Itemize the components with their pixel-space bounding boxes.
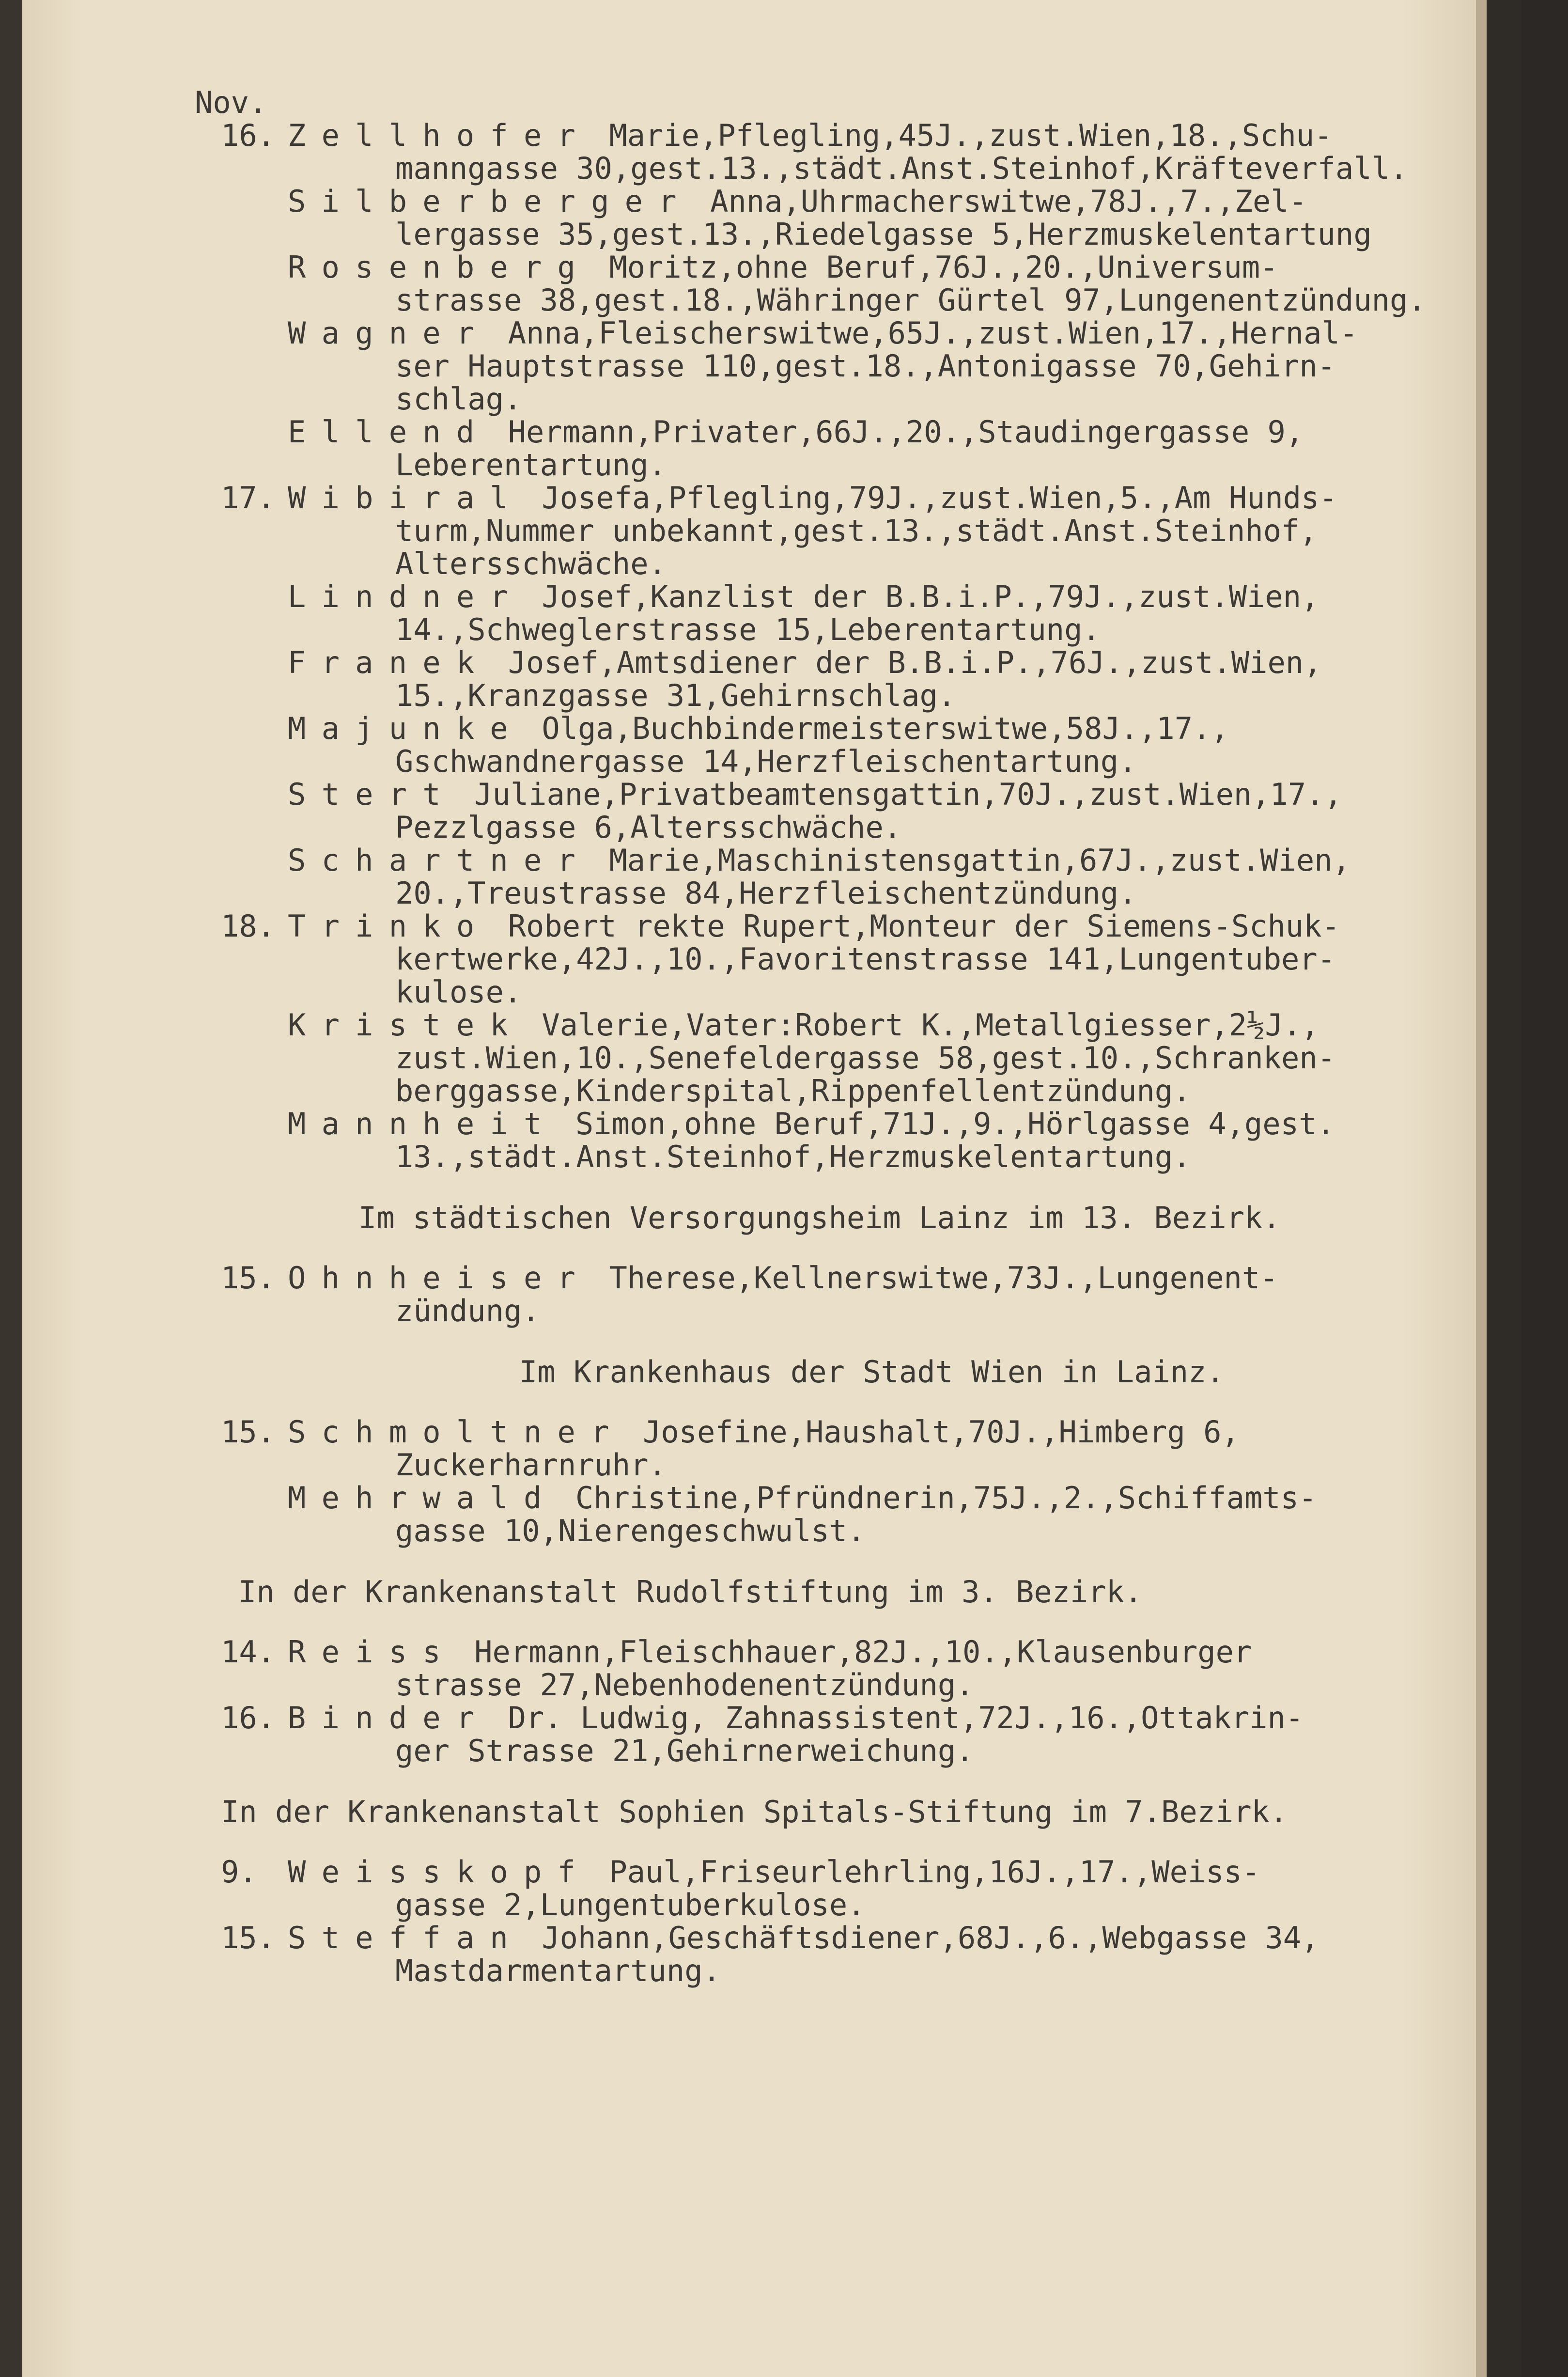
record-entry: Mehrwald Christine,Pfründnerin,75J.,2.,Schiffamts- gasse 10,Nierengeschwulst. [288,1480,1317,1548]
record-entry: 16. Zellhofer Marie,Pflegling,45J.,zust.Wien,18.,Schu- manngasse 30,gest.13.,städt.Anst.Steinhof,Kräfteverfall. [221,118,1408,186]
entry-surname: Silberberger [288,184,692,219]
record-entry: 14. Reiss Hermann,Fleischhauer,82J.,10.,Klausenburger strasse 27,Nebenhodenentzündung. [221,1634,1252,1703]
entry-surname: Rosenberg [288,250,591,285]
typed-text-body [176,86,1504,1987]
record-entry: Stert Juliane,Privatbeamtensgattin,70J.,zust.Wien,17., Pezzlgasse 6,Altersschwäche. [288,777,1342,845]
entry-surname: Kristek [288,1007,524,1043]
month-label: Nov. [195,85,267,120]
entry-surname: Weisskopf [288,1854,591,1890]
section-rudolfstiftung [176,1636,1504,1767]
entry-surname: Binder [288,1700,490,1736]
entry-date: 15. [221,1414,275,1450]
scan-right-edge [1476,0,1522,2377]
record-entry: 15. Steffan Johann,Geschäftsdiener,68J.,6.,Webgasse 34, Mastdarmentartung. [221,1920,1320,1988]
record-entry: 15. Ohnheiser Therese,Kellnerswitwe,73J.,Lungenent- zündung. [221,1260,1278,1329]
record-entry: Rosenberg Moritz,ohne Beruf,76J.,20.,Universum- strasse 38,gest.18.,Währinger Gürtel 97,Lungenentzündung. [288,250,1426,318]
record-entry: 17. Wibiral Josefa,Pflegling,79J.,zust.Wien,5.,Am Hunds- turm,Nummer unbekannt,gest.13.,städt.Anst.Steinhof, Altersschwäche. [221,480,1337,581]
section-krankenhaus-lainz [176,1416,1504,1548]
record-entry: Mannheit Simon,ohne Beruf,71J.,9.,Hörlgasse 4,gest. 13.,städt.Anst.Steinhof,Herzmuskelentartung. [288,1106,1335,1174]
record-entry: Majunke Olga,Buchbindermeisterswitwe,58J.,17., Gschwandnergasse 14,Herzfleischentartung. [288,711,1229,779]
record-entry: Franek Josef,Amtsdiener der B.B.i.P.,76J.,zust.Wien, 15.,Kranzgasse 31,Gehirnschlag. [288,645,1322,713]
entry-date: 18. [221,908,275,944]
entry-surname: Reiss [288,1634,456,1670]
record-entry: 18. Trinko Robert rekte Rupert,Monteur der Siemens-Schuk- kertwerke,42J.,10.,Favoritenstrasse 141,Lungentuber- kulose. [221,908,1340,1010]
record-entry: 9. Weisskopf Paul,Friseurlehrling,16J.,17.,Weiss- gasse 2,Lungentuberkulose. [221,1854,1260,1923]
entry-surname: Majunke [288,711,524,746]
entry-surname: Mehrwald [288,1480,558,1516]
record-entry: Silberberger Anna,Uhrmacherswitwe,78J.,7.,Zel- lergasse 35,gest.13.,Riedelgasse 5,Herzmuskelentartung [288,184,1372,252]
entry-surname: Ohnheiser [288,1260,591,1296]
entry-date: 15. [221,1920,275,1955]
entry-surname: Stert [288,777,456,812]
entry-date: 16. [221,1700,275,1736]
entry-surname: Mannheit [288,1106,558,1142]
entry-surname: Schmoltner [288,1414,625,1450]
entry-date: 9. [221,1854,257,1890]
record-entry: Lindner Josef,Kanzlist der B.B.i.P.,79J.,zust.Wien, 14.,Schweglerstrasse 15,Leberentartung. [288,579,1320,647]
entry-date: 15. [221,1260,275,1296]
section-sophien-spital [176,1856,1504,1987]
record-entry: 15. Schmoltner Josefine,Haushalt,70J.,Himberg 6, Zuckerharnruhr. [221,1414,1240,1483]
record-entry: 16. Binder Dr. Ludwig, Zahnassistent,72J.,16.,Ottakrin- ger Strasse 21,Gehirnerweichung. [221,1700,1304,1768]
entry-surname: Trinko [288,908,490,944]
entry-surname: Schartner [288,843,591,878]
entry-date: 14. [221,1634,275,1670]
entry-surname: Lindner [288,579,524,614]
section-heading-sophien-spital: In der Krankenanstalt Sophien Spitals-Stiftung im 7.Bezirk. [221,1794,1288,1830]
entry-surname: Wibiral [288,480,524,516]
scan-left-margin [0,0,22,2377]
record-entry: Ellend Hermann,Privater,66J.,20.,Staudingergasse 9, Leberentartung. [288,414,1304,483]
section-main [176,119,1504,1173]
entry-surname: Ellend [288,414,490,450]
entry-surname: Wagner [288,315,490,351]
record-entry: Schartner Marie,Maschinistensgattin,67J.,zust.Wien, 20.,Treustrasse 84,Herzfleischentzündung. [288,843,1351,911]
record-entry: Wagner Anna,Fleischerswitwe,65J.,zust.Wien,17.,Hernal- ser Hauptstrasse 110,gest.18.,Antonigasse 70,Gehirn- schlag. [288,315,1358,417]
section-heading-versorgungsheim-lainz: Im städtischen Versorgungsheim Lainz im 13. Bezirk. [358,1200,1281,1235]
document-page [22,0,1522,2377]
entry-surname: Steffan [288,1920,524,1955]
entry-surname: Franek [288,645,490,680]
entry-date: 16. [221,118,275,153]
entry-surname: Zellhofer [288,118,591,153]
section-heading-krankenhaus-lainz: Im Krankenhaus der Stadt Wien in Lainz. [519,1354,1225,1390]
section-heading-rudolfstiftung: In der Krankenanstalt Rudolfstiftung im 3. Bezirk. [238,1574,1143,1610]
section-versorgungsheim-lainz [176,1262,1504,1328]
record-entry: Kristek Valerie,Vater:Robert K.,Metallgiesser,2½J., zust.Wien,10.,Senefeldergasse 58,gest.10.,Schranken- berggasse,Kinderspital,Rippenfellentzündung. [288,1007,1336,1109]
entry-date: 17. [221,480,275,516]
